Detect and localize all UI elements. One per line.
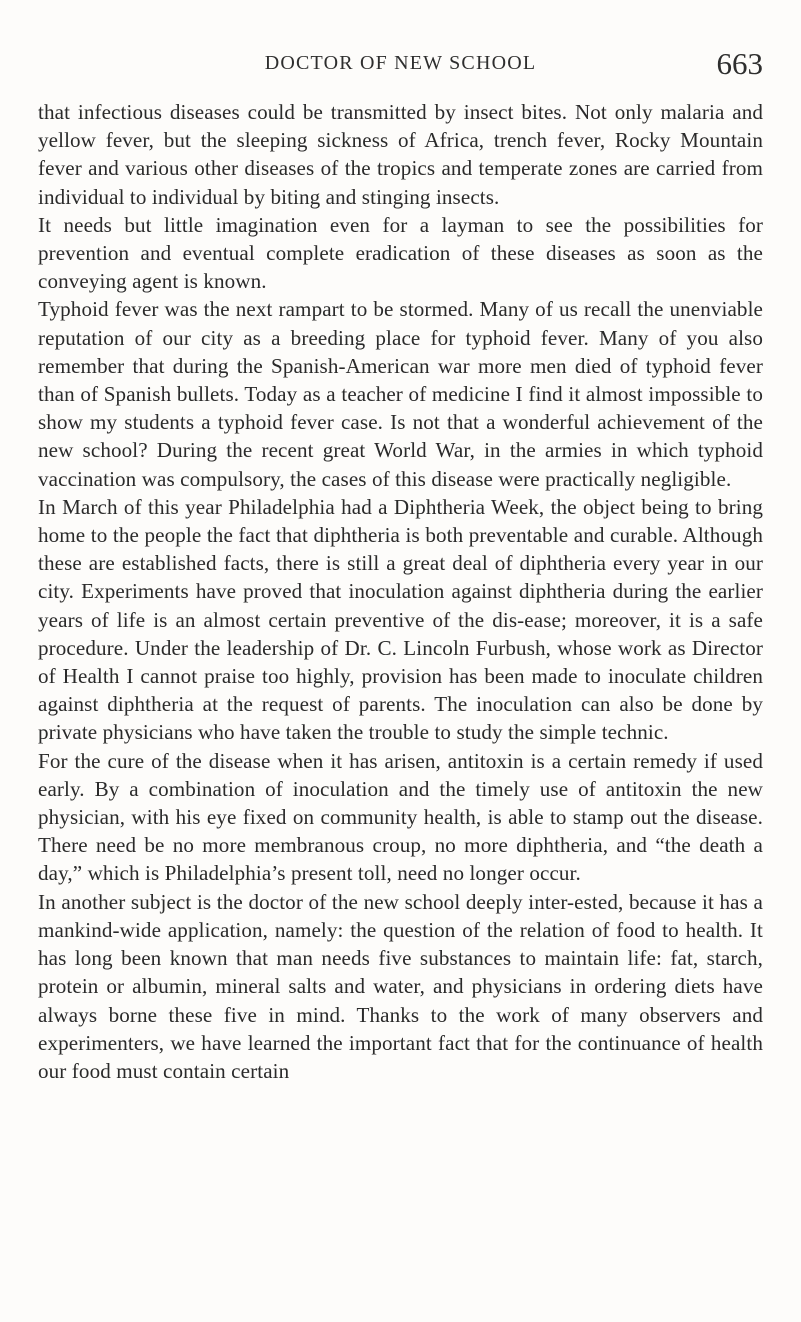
running-title: DOCTOR OF NEW SCHOOL bbox=[264, 52, 537, 74]
page-number: 663 bbox=[716, 46, 763, 81]
paragraph: that infectious diseases could be transmitted by insect bites. Not only malaria and yellow fever, but the sleeping sickness of Africa, trench fever, Rocky Mountain fever and various other diseases of the tropics and temperate zones are carried from individual to individual by biting and stinging insects. bbox=[38, 100, 763, 209]
running-head bbox=[0, 46, 801, 86]
body-text bbox=[38, 98, 763, 1085]
paragraph: For the cure of the disease when it has arisen, antitoxin is a certain remedy if used early. By a combination of inoculation and the timely use of antitoxin the new physician, with his eye fixed on community health, is able to stamp out the disease. There need be no more membranous croup, no more diphtheria, and “the death a day,” which is Philadelphia’s present toll, need no longer occur. bbox=[38, 748, 763, 886]
paragraph: It needs but little imagination even for a layman to see the possibilities for prevention and eventual complete eradication of these diseases as soon as the conveying agent is known. bbox=[38, 212, 763, 294]
paragraph: In another subject is the doctor of the new school deeply inter-ested, because it has a mankind-wide application, namely: the question of the relation of food to health. It has long been known that man needs five substances to maintain life: fat, starch, protein or albumin, mineral salts and water, and physicians in ordering diets have always borne these five in mind. Thanks to the work of many observers and experimenters, we have learned the important fact that for the continuance of health our food must contain certain bbox=[38, 889, 763, 1083]
paragraph: Typhoid fever was the next rampart to be stormed. Many of us recall the unenviable reputation of our city as a breeding place for typhoid fever. Many of you also remember that during the Spanish-American war more men died of typhoid fever than of Spanish bullets. Today as a teacher of medicine I find it almost impossible to show my students a typhoid fever case. Is not that a wonderful achievement of the new school? During the recent great World War, in the armies in which typhoid vaccination was compulsory, the cases of this disease were practically negligible. bbox=[38, 297, 763, 491]
paragraph: In March of this year Philadelphia had a Diphtheria Week, the object being to bring home to the people the fact that diphtheria is both preventable and curable. Although these are established facts, there is still a great deal of diphtheria every year in our city. Experiments have proved that inoculation against diphtheria during the earlier years of life is an almost certain preventive of the dis-ease; moreover, it is a safe procedure. Under the leadership of Dr. C. Lincoln Furbush, whose work as Director of Health I cannot praise too highly, provision has been made to inoculate children against diphtheria at the request of parents. The inoculation can also be done by private physicians who have taken the trouble to study the simple technic. bbox=[38, 494, 763, 745]
